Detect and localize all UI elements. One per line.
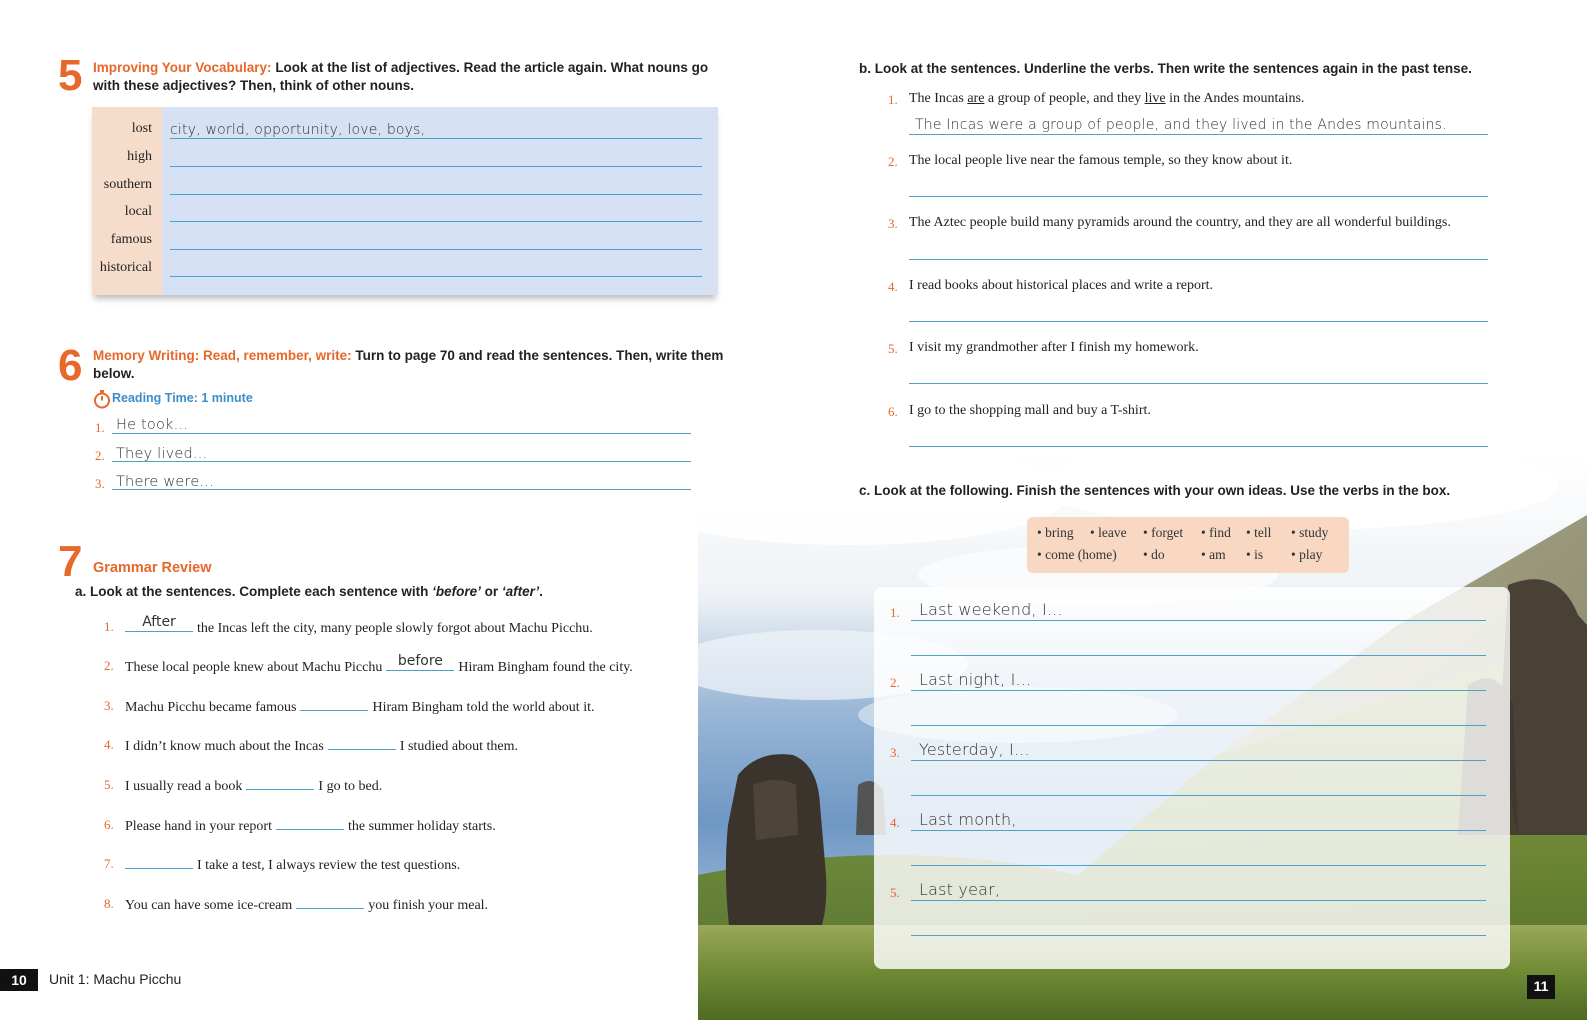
item-number: 6. xyxy=(104,817,114,832)
item-number: 2. xyxy=(95,448,105,463)
grammar-blank[interactable] xyxy=(125,614,193,632)
vocab-answer-line[interactable] xyxy=(170,138,702,139)
writing-line[interactable] xyxy=(911,935,1486,936)
past-tense-sentence: The local people live near the famous temple, so they know about it. xyxy=(909,153,1293,168)
writing-line[interactable] xyxy=(911,795,1486,796)
section-6-title: Memory Writing: xyxy=(93,348,200,363)
section-5-number: 5 xyxy=(58,51,83,100)
section-5-title: Improving Your Vocabulary: xyxy=(93,60,272,75)
grammar-blank[interactable] xyxy=(276,816,344,830)
item-number: 5. xyxy=(890,885,900,900)
vocab-adjective: southern xyxy=(103,177,152,192)
verb-item: • tell xyxy=(1246,525,1272,540)
section-6-subtitle: Read, remember, write: xyxy=(203,348,352,363)
writing-line[interactable] xyxy=(911,725,1486,726)
section-b-instruction: b. Look at the sentences. Underline the verbs. Then write the sentences again in the past tense. xyxy=(859,61,1472,76)
item-number: 8. xyxy=(104,896,114,911)
writing-line[interactable] xyxy=(911,865,1486,866)
writing-line[interactable] xyxy=(911,690,1486,691)
section-6-instruction-line1: Turn to page 70 and read the sentences. Then, write them xyxy=(355,348,724,363)
grammar-blank[interactable] xyxy=(300,697,368,711)
grammar-sentence xyxy=(125,895,488,914)
past-tense-sentence: I visit my grandmother after I finish my homework. xyxy=(909,340,1199,355)
writing-line[interactable] xyxy=(911,900,1486,901)
page-number-left: 10 xyxy=(0,969,38,991)
verb-item: • am xyxy=(1201,547,1226,562)
grammar-sentence xyxy=(125,776,382,795)
item-number: 2. xyxy=(890,675,900,690)
memory-writing-line[interactable] xyxy=(112,433,691,434)
sentence-starter: Last weekend, I... xyxy=(919,600,1063,619)
item-number: 2. xyxy=(104,658,114,673)
sentence-starter: Last year, xyxy=(919,880,1001,899)
vocab-answer-line[interactable] xyxy=(170,249,702,250)
memory-writing-text: They lived... xyxy=(116,446,208,462)
vocab-answer-line[interactable] xyxy=(170,194,702,195)
past-tense-answer-line[interactable] xyxy=(909,383,1488,384)
grammar-sentence xyxy=(125,614,593,637)
memory-writing-text: There were... xyxy=(116,474,214,490)
grammar-sentence xyxy=(125,816,496,835)
item-number: 3. xyxy=(888,216,898,231)
past-tense-answer-line[interactable] xyxy=(909,446,1488,447)
grammar-sentence-pre: Machu Picchu became famous xyxy=(125,700,297,715)
item-number: 5. xyxy=(104,777,114,792)
past-tense-sentence: I go to the shopping mall and buy a T-shirt. xyxy=(909,403,1151,418)
past-tense-answer-line[interactable] xyxy=(909,134,1488,135)
grammar-sentence-post: I go to bed. xyxy=(318,779,383,794)
sentence-starter: Yesterday, I... xyxy=(919,740,1030,759)
sentence-starter: Last month, xyxy=(919,810,1017,829)
section-7a-instruction-prefix: a. Look at the sentences. Complete each sentence with xyxy=(75,584,433,599)
section-6-number: 6 xyxy=(58,341,83,390)
item-number: 4. xyxy=(888,279,898,294)
item-number: 7. xyxy=(104,856,114,871)
item-number: 4. xyxy=(104,737,114,752)
section-7a-word-before: ‘before’ xyxy=(432,584,481,599)
section-7a-instruction-end: . xyxy=(539,584,543,599)
stopwatch-icon xyxy=(93,389,111,409)
grammar-sentence-post: the Incas left the city, many people slowly forgot about Machu Picchu. xyxy=(197,621,593,636)
sentence-part: in the Andes mountains. xyxy=(1165,91,1305,106)
past-tense-sentence: I read books about historical places and write a report. xyxy=(909,278,1214,293)
section-5-instruction-line1: Look at the list of adjectives. Read the article again. What nouns go xyxy=(275,60,709,75)
vocab-answer-line[interactable] xyxy=(170,221,702,222)
item-number: 6. xyxy=(888,404,898,419)
past-tense-answer: The Incas were a group of people, and they lived in the Andes mountains. xyxy=(915,117,1447,133)
past-tense-sentence xyxy=(909,91,1304,107)
verb-box xyxy=(1027,517,1349,573)
item-number: 3. xyxy=(890,745,900,760)
grammar-sentence-pre: I usually read a book xyxy=(125,779,243,794)
grammar-blank[interactable] xyxy=(328,736,396,750)
vocab-answer-line[interactable] xyxy=(170,276,702,277)
section-7-number: 7 xyxy=(58,537,83,586)
verb-item: • find xyxy=(1201,525,1231,540)
vocab-adjective: historical xyxy=(99,260,152,275)
grammar-blank[interactable] xyxy=(246,776,314,790)
section-7a-instruction-or: or xyxy=(480,584,502,599)
grammar-blank[interactable] xyxy=(125,855,193,869)
section-6-instruction xyxy=(93,347,743,383)
grammar-sentence-post: the summer holiday starts. xyxy=(347,819,496,834)
verb-item: • bring xyxy=(1037,525,1074,540)
underlined-verb: live xyxy=(1144,91,1166,106)
item-number: 4. xyxy=(890,815,900,830)
verb-item: • study xyxy=(1291,525,1329,540)
verb-item: • forget xyxy=(1143,525,1184,540)
grammar-sentence xyxy=(125,855,460,874)
grammar-sentence xyxy=(125,697,594,716)
sentence-part: The Incas xyxy=(909,91,968,106)
writing-line[interactable] xyxy=(911,830,1486,831)
grammar-sentence-pre: These local people knew about Machu Picchu xyxy=(125,660,383,675)
item-number: 1. xyxy=(104,619,114,634)
underlined-verb: are xyxy=(967,91,985,106)
section-5-instruction-line2: with these adjectives? Then, think of other nouns. xyxy=(93,78,415,93)
verb-item: • is xyxy=(1246,547,1264,562)
past-tense-answer-line[interactable] xyxy=(909,259,1488,260)
grammar-blank[interactable] xyxy=(386,653,454,671)
grammar-sentence-pre: You can have some ice-cream xyxy=(125,898,293,913)
grammar-sentence-pre: I didn’t know much about the Incas xyxy=(125,739,324,754)
grammar-sentence-post: Hiram Bingham told the world about it. xyxy=(372,700,595,715)
past-tense-answer-line[interactable] xyxy=(909,196,1488,197)
grammar-sentence-pre: Please hand in your report xyxy=(125,819,272,834)
item-number: 1. xyxy=(95,420,105,435)
section-5-instruction xyxy=(93,59,733,95)
verb-item: • come (home) xyxy=(1037,547,1117,562)
section-7-title: Grammar Review xyxy=(93,560,212,576)
grammar-sentence-post: you finish your meal. xyxy=(368,898,489,913)
unit-title: Unit 1: Machu Picchu xyxy=(49,971,182,987)
sentence-starter: Last night, I... xyxy=(919,670,1032,689)
item-number: 3. xyxy=(104,698,114,713)
writing-line[interactable] xyxy=(911,620,1486,621)
vocab-answer-text: city, world, opportunity, love, boys, xyxy=(170,122,426,138)
writing-panel xyxy=(874,587,1510,969)
vocab-adjective: local xyxy=(124,204,152,219)
page-number-right: 11 xyxy=(1527,975,1555,999)
past-tense-sentence: The Aztec people build many pyramids around the country, and they are all wonderful buildings. xyxy=(909,215,1451,230)
grammar-sentence-post: Hiram Bingham found the city. xyxy=(458,660,633,675)
vocab-answer-line[interactable] xyxy=(170,166,702,167)
vocab-adjective: high xyxy=(127,149,152,164)
grammar-blank[interactable] xyxy=(296,895,364,909)
grammar-sentence-post: I studied about them. xyxy=(399,739,519,754)
item-number: 5. xyxy=(888,341,898,356)
item-number: 3. xyxy=(95,476,105,491)
sentence-part: a group of people, and they xyxy=(984,91,1145,106)
section-6-instruction-line2: below. xyxy=(93,366,135,381)
vocab-adjective: famous xyxy=(110,232,152,247)
item-number: 2. xyxy=(888,154,898,169)
section-c-instruction: c. Look at the following. Finish the sentences with your own ideas. Use the verbs in the box. xyxy=(859,483,1451,498)
item-number: 1. xyxy=(890,605,900,620)
grammar-sentence-post: I take a test, I always review the test questions. xyxy=(197,858,461,873)
grammar-sentence xyxy=(125,653,633,676)
grammar-blank-answer: After xyxy=(142,614,176,630)
vocab-adjective: lost xyxy=(131,121,152,136)
verb-item: • do xyxy=(1143,547,1165,562)
verb-item: • leave xyxy=(1090,525,1127,540)
grammar-sentence xyxy=(125,736,518,755)
writing-line[interactable] xyxy=(911,655,1486,656)
past-tense-answer-line[interactable] xyxy=(909,321,1488,322)
item-number: 1. xyxy=(888,92,898,107)
grammar-blank-answer: before xyxy=(397,653,443,669)
memory-writing-text: He took... xyxy=(116,417,189,433)
writing-line[interactable] xyxy=(911,760,1486,761)
reading-time: Reading Time: 1 minute xyxy=(112,391,253,405)
verb-item: • play xyxy=(1291,547,1323,562)
section-7a-word-after: ‘after’ xyxy=(501,584,540,599)
section-7a-instruction xyxy=(75,583,695,601)
